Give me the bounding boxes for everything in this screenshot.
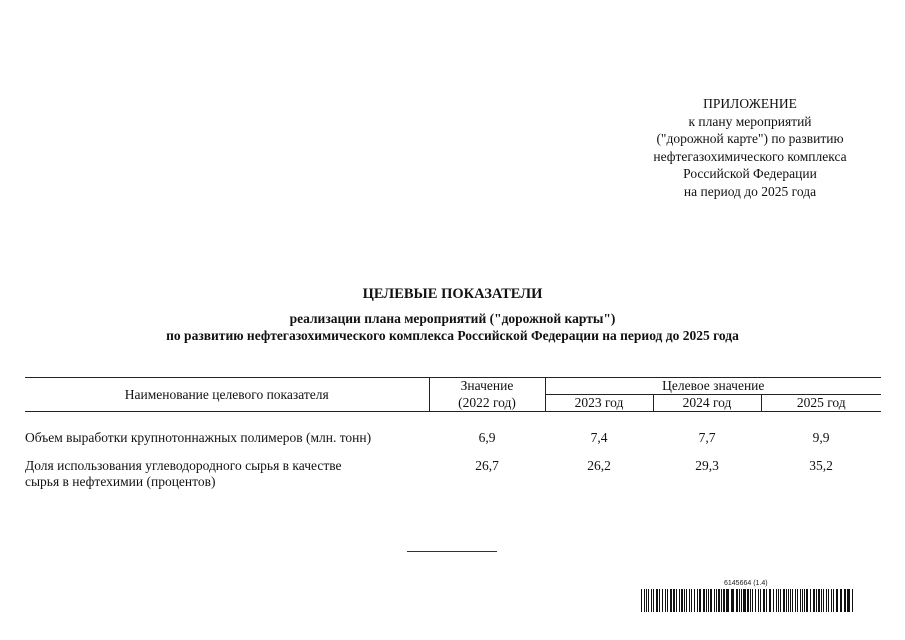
- separator-line: [407, 551, 497, 552]
- indicator-name-line: Доля использования углеводородного сырья в качестве: [25, 458, 342, 473]
- appendix-line: ПРИЛОЖЕНИЕ: [703, 96, 797, 111]
- appendix-line: на период до 2025 года: [683, 183, 817, 199]
- indicator-name: [25, 458, 429, 490]
- table-header-row: [25, 378, 881, 395]
- subtitle-line: по развитию нефтегазохимического комплекса Российской Федерации на период до 2025 года: [166, 328, 739, 343]
- appendix-line: к плану мероприятий: [688, 113, 812, 129]
- header-target-group: Целевое значение: [545, 378, 881, 395]
- appendix-line: ("дорожной карте") по развитию: [656, 131, 844, 147]
- indicator-name-line: Объем выработки крупнотоннажных полимеров (млн. тонн): [25, 430, 372, 445]
- table-row: [25, 458, 881, 490]
- barcode-label: 6145664 (1.4): [724, 580, 768, 587]
- appendix-line: нефтегазохимического комплекса: [653, 148, 847, 164]
- header-value-year: (2022 год): [429, 395, 545, 412]
- value-2025: 9,9: [812, 430, 830, 445]
- document-title: ЦЕЛЕВЫЕ ПОКАЗАТЕЛИ: [362, 286, 543, 302]
- indicator-name: [25, 430, 429, 446]
- value-2022: 6,9: [478, 430, 496, 445]
- header-indicator-name: Наименование целевого показателя: [25, 378, 429, 412]
- indicator-name-line: сырья в нефтехимии (процентов): [25, 474, 216, 489]
- document-subtitle: [0, 310, 905, 344]
- barcode-icon: [641, 589, 857, 612]
- value-2025: 35,2: [809, 458, 833, 473]
- header-year-2025: 2025 год: [761, 395, 881, 412]
- header-year-2023: 2023 год: [545, 395, 653, 412]
- value-2022: 26,7: [475, 458, 499, 473]
- appendix-line: Российской Федерации: [683, 166, 817, 182]
- targets-table: [25, 377, 881, 490]
- value-2024: 29,3: [695, 458, 719, 473]
- appendix-block: [620, 95, 880, 201]
- value-2023: 26,2: [587, 458, 611, 473]
- value-2023: 7,4: [590, 430, 608, 445]
- value-2024: 7,7: [698, 430, 716, 445]
- header-year-2024: 2024 год: [653, 395, 761, 412]
- header-value-2022: Значение: [429, 378, 545, 395]
- subtitle-line: реализации плана мероприятий ("дорожной карты"): [289, 311, 616, 326]
- table-row: [25, 430, 881, 446]
